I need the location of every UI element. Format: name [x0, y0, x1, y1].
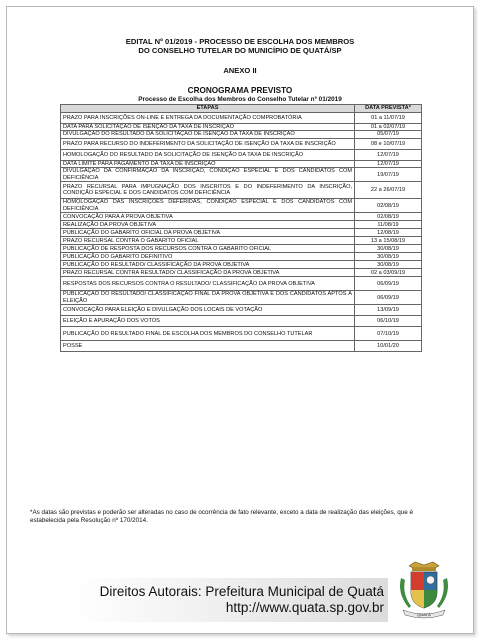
edital-title-line-1: EDITAL Nº 01/2019 - PROCESSO DE ESCOLHA DOS MEMBROS: [125, 37, 355, 46]
schedule-step-cell: HOMOLOGAÇÃO DO RESULTADO DA SOLICITAÇÃO DE ISENÇÃO DA TAXA DE INSCRIÇÃO: [61, 149, 355, 160]
schedule-date-cell: 13/09/19: [355, 305, 422, 316]
table-row: [61, 277, 422, 291]
schedule-step-cell: PUBLICAÇÃO DO RESULTADO/ CLASSIFICAÇÃO DA PROVA OBJETIVA: [61, 261, 355, 269]
schedule-date-cell: 02 a 03/09/19: [355, 269, 422, 277]
schedule-step-cell: PRAZO RECURSAL PARA IMPUGNAÇÃO DOS INSCRITOS E DO INDEFERIMENTO DA INSCRIÇÃO, CONDIÇÃO ESPECIAL E DOS CANDIDATOS COM DEFICIÊNCIA: [61, 182, 355, 199]
schedule-step-cell: DIVULGAÇÃO DA CONFIRMAÇÃO DA INSCRIÇÃO, CONDIÇÃO ESPECIAL E DOS CANDIDATOS COM DEFICIÊNCIA: [61, 168, 355, 182]
schedule-step-cell: PRAZO RECURSAL CONTRA O GABARITO OFICIAL: [61, 237, 355, 245]
table-row: [61, 138, 422, 149]
edital-title-line-2: DO CONSELHO TUTELAR DO MUNICÍPIO DE QUATÁ/SP: [138, 46, 342, 55]
schedule-date-cell: 02/08/19: [355, 199, 422, 213]
table-row: [61, 253, 422, 261]
schedule-step-cell: CONVOCAÇÃO PARA ELEIÇÃO E DIVULGAÇÃO DOS LOCAIS DE VOTAÇÃO: [61, 305, 355, 316]
schedule-step-cell: PRAZO PARA INSCRIÇÕES ON-LINE E ENTREGA DA DOCUMENTAÇÃO COMPROBATÓRIA: [61, 113, 355, 124]
schedule-step-cell: REALIZAÇÃO DA PROVA OBJETIVA: [61, 221, 355, 229]
schedule-date-cell: 12/07/19: [355, 149, 422, 160]
schedule-step-cell: PUBLICAÇÃO DO RESULTADO/ CLASSIFICAÇÃO FINAL DA PROVA OBJETIVA E DOS CANDIDATOS APTOS À ELEIÇÃO: [61, 291, 355, 305]
schedule-date-cell: 06/09/19: [355, 291, 422, 305]
table-row: [61, 182, 422, 199]
schedule-table: [60, 104, 422, 352]
schedule-title: CRONOGRAMA PREVISTO: [187, 86, 293, 95]
table-row: [61, 149, 422, 160]
column-header-date: DATA PREVISTA*: [355, 105, 422, 113]
schedule-step-cell: HOMOLOGAÇÃO DAS INSCRIÇÕES DEFERIDAS, CONDIÇÃO ESPECIAL E DOS CANDIDATOS COM DEFICIÊNCIA: [61, 199, 355, 213]
annex-title: ANEXO II: [223, 66, 257, 75]
schedule-step-cell: PRAZO PARA RECURSO DO INDEFERIMENTO DA SOLICITAÇÃO DE ISENÇÃO DA TAXA DE INSCRIÇÃO: [61, 138, 355, 149]
schedule-date-cell: 30/08/19: [355, 245, 422, 253]
table-row: [61, 316, 422, 327]
schedule-step-cell: PUBLICAÇÃO DO GABARITO DEFINITIVO: [61, 253, 355, 261]
schedule-date-cell: 02/08/19: [355, 213, 422, 221]
schedule-step-cell: PUBLICAÇÃO DO GABARITO OFICIAL DA PROVA OBJETIVA: [61, 229, 355, 237]
schedule-date-cell: 06/09/19: [355, 277, 422, 291]
table-row: [61, 237, 422, 245]
schedule-subtitle: Processo de Escolha dos Membros do Conselho Tutelar nº 01/2019: [138, 96, 342, 103]
schedule-date-cell: 01 a 11/07/19: [355, 113, 422, 124]
table-row: [61, 305, 422, 316]
table-row: [61, 229, 422, 237]
table-row: [61, 113, 422, 124]
table-row: [61, 213, 422, 221]
schedule-date-cell: 10/01/20: [355, 341, 422, 352]
table-row: [61, 341, 422, 352]
table-row: [61, 124, 422, 131]
table-row: [61, 168, 422, 182]
table-header-row: [61, 105, 422, 113]
table-row: [61, 131, 422, 138]
table-row: [61, 221, 422, 229]
footer-copyright: Direitos Autorais: Prefeitura Municipal de Quatá: [99, 584, 384, 599]
schedule-step-cell: DIVULGAÇÃO DO RESULTADO DA SOLICITAÇÃO DE ISENÇÃO DA TAXA DE INSCRIÇÃO: [61, 131, 355, 138]
schedule-date-cell: 06/10/19: [355, 316, 422, 327]
schedule-step-cell: DATA LIMITE PARA PAGAMENTO DA TAXA DE INSCRIÇÃO: [61, 160, 355, 167]
table-row: [61, 261, 422, 269]
schedule-date-cell: 22 a 26/07/19: [355, 182, 422, 199]
schedule-date-cell: 30/08/19: [355, 253, 422, 261]
schedule-step-cell: ELEIÇÃO E APURAÇÃO DOS VOTOS: [61, 316, 355, 327]
municipal-crest-icon: [395, 560, 453, 622]
table-row: [61, 199, 422, 213]
schedule-date-cell: 12/07/19: [355, 160, 422, 167]
schedule-step-cell: PRAZO RECURSAL CONTRA RESULTADO/ CLASSIFICAÇÃO DA PROVA OBJETIVA: [61, 269, 355, 277]
schedule-date-cell: 13 a 15/08/19: [355, 237, 422, 245]
crest-text: QUATÁ: [417, 612, 431, 617]
footer-url: http://www.quata.sp.gov.br: [225, 600, 384, 615]
schedule-step-cell: DATA PARA SOLICITAÇÃO DE ISENÇÃO DA TAXA DE INSCRIÇÃO: [61, 124, 355, 131]
schedule-date-cell: 30/08/19: [355, 261, 422, 269]
table-row: [61, 245, 422, 253]
schedule-step-cell: RESPOSTAS DOS RECURSOS CONTRA O RESULTADO/ CLASSIFICAÇÃO DA PROVA OBJETIVA: [61, 277, 355, 291]
schedule-date-cell: 19/07/19: [355, 168, 422, 182]
schedule-step-cell: PUBLICAÇÃO DE RESPOSTA DOS RECURSOS CONTRA O GABARITO OFICIAL: [61, 245, 355, 253]
schedule-step-cell: POSSE: [61, 341, 355, 352]
schedule-date-cell: 05/07/19: [355, 131, 422, 138]
footnote: *As datas são previstas e poderão ser alteradas no caso de ocorrência de fato relevante, exceto a data de realização das eleições, que é estabelecida pela Resolução nº 170/2014.: [30, 509, 413, 524]
schedule-date-cell: 11/08/19: [355, 221, 422, 229]
schedule-step-cell: CONVOCAÇÃO PARA A PROVA OBJETIVA: [61, 213, 355, 221]
table-row: [61, 291, 422, 305]
schedule-date-cell: 08 e 10/07/19: [355, 138, 422, 149]
schedule-step-cell: PUBLICAÇÃO DO RESULTADO FINAL DE ESCOLHA DOS MEMBROS DO CONSELHO TUTELAR: [61, 327, 355, 341]
schedule-date-cell: 01 a 02/07/19: [355, 124, 422, 131]
table-row: [61, 327, 422, 341]
schedule-date-cell: 12/08/19: [355, 229, 422, 237]
table-row: [61, 160, 422, 167]
column-header-steps: ETAPAS: [61, 105, 355, 113]
table-row: [61, 269, 422, 277]
schedule-date-cell: 07/10/19: [355, 327, 422, 341]
